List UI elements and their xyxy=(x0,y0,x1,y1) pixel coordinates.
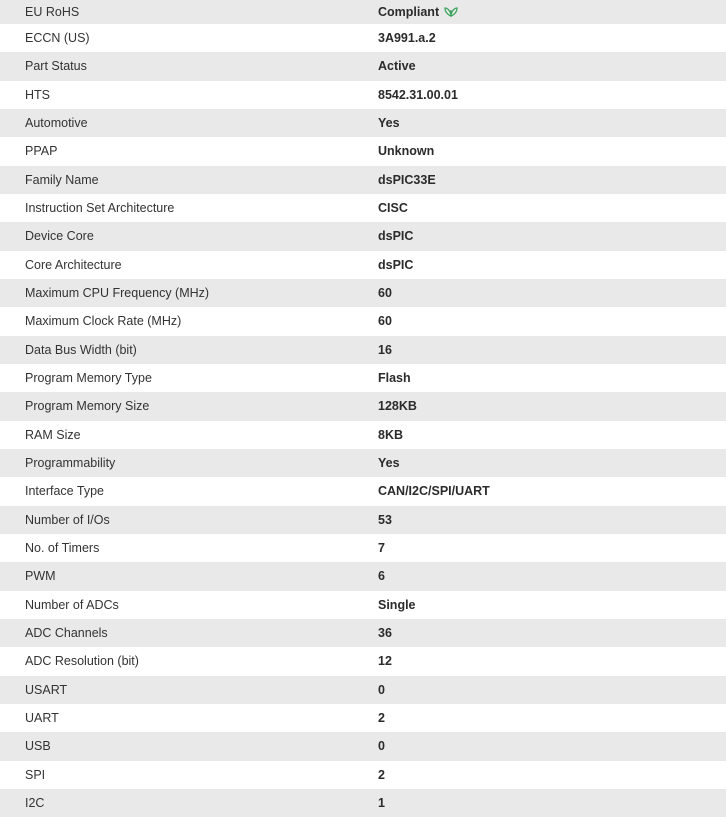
spec-value-cell xyxy=(378,732,726,760)
spec-row xyxy=(0,109,726,137)
spec-value: 16 xyxy=(378,342,392,357)
spec-row xyxy=(0,562,726,590)
spec-value-cell xyxy=(378,704,726,732)
spec-label: UART xyxy=(25,711,59,726)
spec-row xyxy=(0,591,726,619)
spec-value: dsPIC33E xyxy=(378,172,436,187)
spec-value: Flash xyxy=(378,371,411,386)
spec-value: 60 xyxy=(378,314,392,329)
spec-label: EU RoHS xyxy=(25,5,80,19)
spec-value: 2 xyxy=(378,711,385,726)
spec-label: ECCN (US) xyxy=(25,31,90,46)
spec-value-cell xyxy=(378,194,726,222)
spec-value: Compliant xyxy=(378,5,440,19)
spec-value: Yes xyxy=(378,456,400,471)
spec-value: dsPIC xyxy=(378,229,414,244)
spec-label: RAM Size xyxy=(25,427,81,442)
spec-value-cell xyxy=(378,761,726,789)
spec-value: CAN/I2C/SPI/UART xyxy=(378,484,490,499)
spec-label: USART xyxy=(25,682,68,697)
spec-row xyxy=(0,676,726,704)
spec-row xyxy=(0,392,726,420)
spec-row xyxy=(0,647,726,675)
spec-row xyxy=(0,506,726,534)
spec-value-cell xyxy=(378,222,726,250)
spec-row xyxy=(0,52,726,80)
spec-label: Data Bus Width (bit) xyxy=(25,342,137,357)
spec-value-cell xyxy=(378,562,726,590)
leaf-icon xyxy=(444,5,458,17)
spec-value-cell xyxy=(378,477,726,505)
spec-value-cell xyxy=(378,52,726,80)
spec-label: Part Status xyxy=(25,59,87,74)
spec-label: HTS xyxy=(25,87,50,102)
spec-value-cell xyxy=(378,392,726,420)
spec-value: CISC xyxy=(378,201,408,216)
spec-row xyxy=(0,449,726,477)
spec-row xyxy=(0,534,726,562)
spec-label: Instruction Set Architecture xyxy=(25,201,175,216)
spec-row xyxy=(0,137,726,165)
spec-value-cell xyxy=(378,619,726,647)
spec-value-cell xyxy=(378,421,726,449)
spec-label: Program Memory Size xyxy=(25,399,150,414)
spec-value: Single xyxy=(378,597,416,612)
spec-row xyxy=(0,307,726,335)
spec-value-cell xyxy=(378,137,726,165)
spec-value-cell xyxy=(378,109,726,137)
spec-label: ADC Resolution (bit) xyxy=(25,654,139,669)
spec-value: 60 xyxy=(378,286,392,301)
spec-value-cell xyxy=(378,676,726,704)
spec-value: 128KB xyxy=(378,399,417,414)
spec-value-cell xyxy=(378,251,726,279)
spec-label: Interface Type xyxy=(25,484,104,499)
spec-row xyxy=(0,477,726,505)
spec-label: Number of I/Os xyxy=(25,512,110,527)
spec-label: I2C xyxy=(25,796,45,811)
spec-value: 0 xyxy=(378,739,385,754)
spec-value: Yes xyxy=(378,116,400,131)
spec-label: PPAP xyxy=(25,144,58,159)
spec-value: 8KB xyxy=(378,427,404,442)
spec-label: Maximum Clock Rate (MHz) xyxy=(25,314,182,329)
spec-label: USB xyxy=(25,739,51,754)
spec-value-cell xyxy=(378,307,726,335)
spec-row xyxy=(0,364,726,392)
spec-value: Active xyxy=(378,59,416,74)
spec-row xyxy=(0,336,726,364)
spec-row xyxy=(0,704,726,732)
spec-value: 3A991.a.2 xyxy=(378,31,436,46)
spec-row xyxy=(0,24,726,52)
spec-value: 12 xyxy=(378,654,392,669)
spec-label: Core Architecture xyxy=(25,257,122,272)
spec-value-cell xyxy=(378,0,726,24)
spec-row xyxy=(0,619,726,647)
spec-label: Program Memory Type xyxy=(25,371,152,386)
spec-label: Automotive xyxy=(25,116,88,131)
spec-label: Family Name xyxy=(25,172,99,187)
spec-row xyxy=(0,789,726,817)
spec-row xyxy=(0,222,726,250)
spec-value-cell xyxy=(378,364,726,392)
spec-label: Maximum CPU Frequency (MHz) xyxy=(25,286,210,301)
spec-value-cell xyxy=(378,81,726,109)
spec-label: Number of ADCs xyxy=(25,597,119,612)
spec-value-cell xyxy=(378,279,726,307)
spec-label: Device Core xyxy=(25,229,94,244)
spec-value-cell xyxy=(378,166,726,194)
spec-label: Programmability xyxy=(25,456,116,471)
spec-label: No. of Timers xyxy=(25,541,100,556)
spec-value: Unknown xyxy=(378,144,435,159)
spec-value: 53 xyxy=(378,512,392,527)
spec-row xyxy=(0,81,726,109)
spec-row xyxy=(0,251,726,279)
spec-value: 2 xyxy=(378,767,385,782)
spec-value: 1 xyxy=(378,796,385,811)
spec-value-cell xyxy=(378,591,726,619)
spec-value-cell xyxy=(378,647,726,675)
spec-value-cell xyxy=(378,24,726,52)
spec-value-cell xyxy=(378,336,726,364)
spec-row xyxy=(0,732,726,760)
spec-row xyxy=(0,166,726,194)
spec-row xyxy=(0,761,726,789)
spec-value-cell xyxy=(378,534,726,562)
spec-row xyxy=(0,0,726,24)
spec-value-cell xyxy=(378,506,726,534)
spec-row xyxy=(0,421,726,449)
spec-value: 8542.31.00.01 xyxy=(378,87,458,102)
spec-value: dsPIC xyxy=(378,257,414,272)
spec-value: 0 xyxy=(378,682,385,697)
spec-label: SPI xyxy=(25,767,46,782)
spec-label: ADC Channels xyxy=(25,626,108,641)
spec-value-cell xyxy=(378,789,726,817)
spec-label: PWM xyxy=(25,569,56,584)
spec-value: 7 xyxy=(378,541,385,556)
spec-value: 6 xyxy=(378,569,385,584)
spec-row xyxy=(0,279,726,307)
spec-value-cell xyxy=(378,449,726,477)
spec-value: 36 xyxy=(378,626,392,641)
spec-row xyxy=(0,194,726,222)
